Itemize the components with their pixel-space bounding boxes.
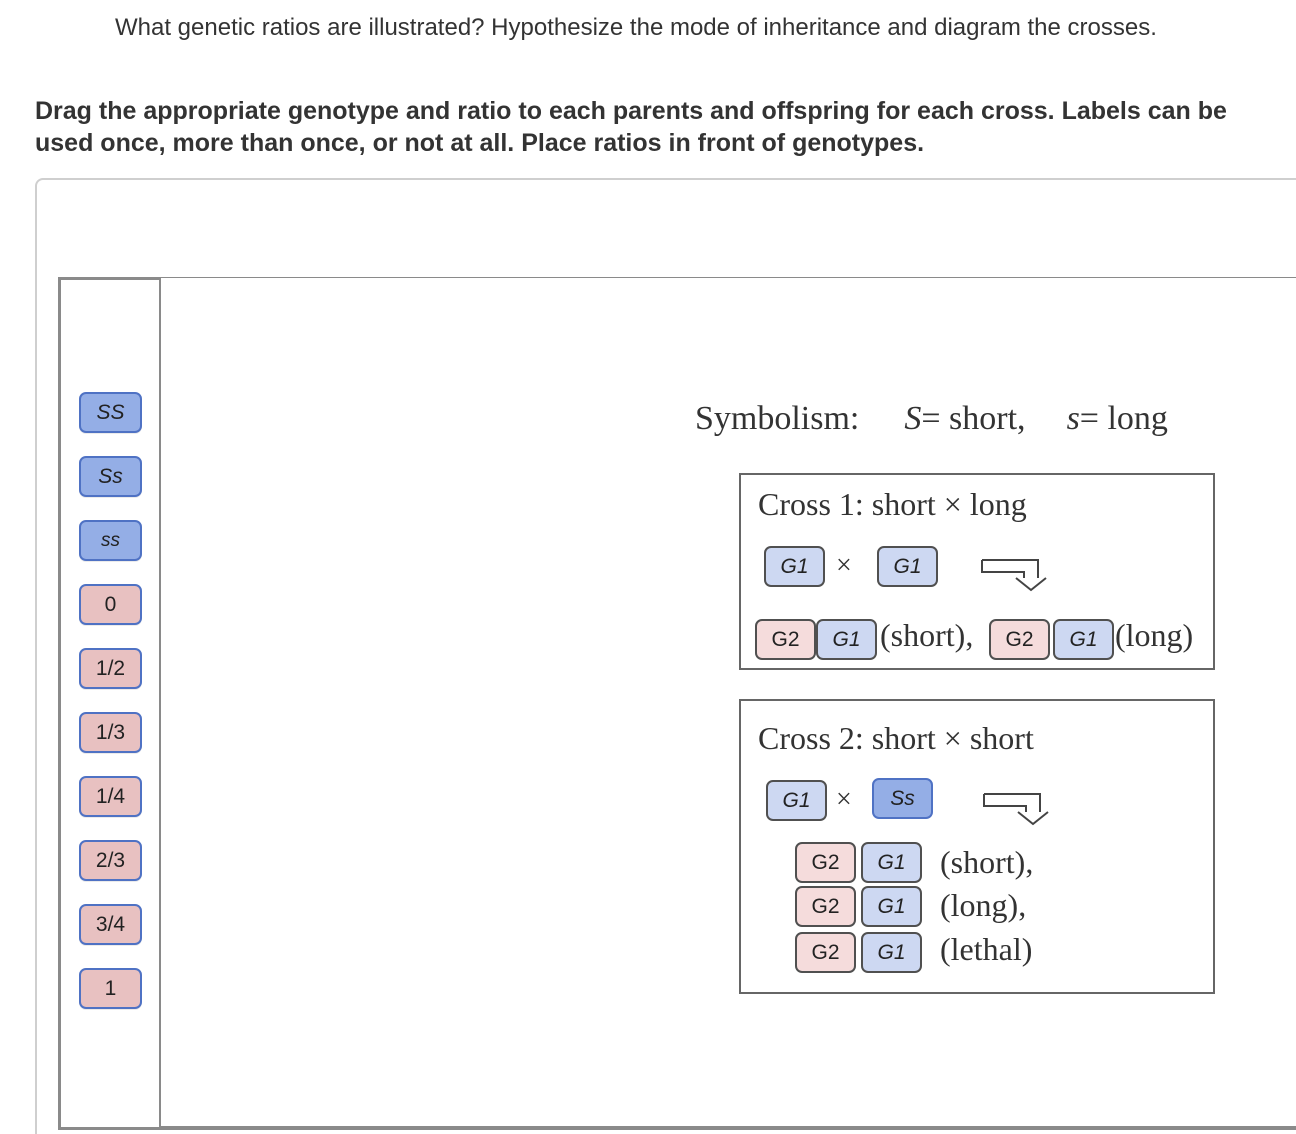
- symbol-S: S: [904, 400, 922, 437]
- cross-2-offspring-3-ratio-target[interactable]: G2: [795, 932, 856, 973]
- instruction-text: Drag the appropriate genotype and ratio to each parents and offspring for each cross. Labels can be used once, more than once, or not at all. Place ratios in front of genotypes.: [35, 97, 1227, 157]
- label-chip-ratio-1-4[interactable]: 1/4: [79, 776, 142, 817]
- cross-2-offspring-1-genotype-target[interactable]: G1: [861, 842, 922, 883]
- label-chip-ratio-1[interactable]: 1: [79, 968, 142, 1009]
- cross-1-parent-1-target[interactable]: G1: [764, 546, 825, 587]
- cross-2-times-sign: ×: [836, 784, 852, 815]
- cross-2-offspring-3-genotype-target[interactable]: G1: [861, 932, 922, 973]
- cross-1-title: Cross 1: short × long: [758, 486, 1027, 522]
- cross-2-parent-2-target[interactable]: Ss: [872, 778, 933, 819]
- cross-2-offspring-1-ratio-target[interactable]: G2: [795, 842, 856, 883]
- cross-1-offspring-1-phenotype: (short),: [880, 617, 974, 653]
- symbolism-label: Symbolism:: [695, 400, 860, 437]
- label-chip-ratio-1-3[interactable]: 1/3: [79, 712, 142, 753]
- label-chip-Ss[interactable]: Ss: [79, 456, 142, 497]
- cross-2-offspring-2-genotype-target[interactable]: G1: [861, 886, 922, 927]
- cross-2-offspring-3-phenotype: (lethal): [940, 931, 1033, 967]
- question-text: What genetic ratios are illustrated? Hypothesize the mode of inheritance and diagram the crosses.: [115, 14, 1157, 41]
- cross-1-offspring-2-ratio-target[interactable]: G2: [989, 619, 1050, 660]
- turn-down-arrow-icon: [980, 556, 1048, 594]
- cross-1-offspring-1-ratio-target[interactable]: G2: [755, 619, 816, 660]
- cross-2-offspring-1-phenotype: (short),: [940, 844, 1034, 880]
- cross-1-offspring-2-phenotype: (long): [1115, 617, 1194, 653]
- cross-1-offspring-2-genotype-target[interactable]: G1: [1053, 619, 1114, 660]
- label-chip-ratio-0[interactable]: 0: [79, 584, 142, 625]
- cross-2-title: Cross 2: short × short: [758, 720, 1034, 756]
- cross-1-offspring-1-genotype-target[interactable]: G1: [816, 619, 877, 660]
- label-chip-SS[interactable]: SS: [79, 392, 142, 433]
- label-chip-ss[interactable]: ss: [79, 520, 142, 561]
- label-chip-ratio-1-2[interactable]: 1/2: [79, 648, 142, 689]
- cross-1-times-sign: ×: [836, 550, 852, 581]
- cross-2-offspring-2-phenotype: (long),: [940, 887, 1027, 923]
- symbol-S-meaning: = short,: [921, 400, 1026, 437]
- symbolism-line: [695, 400, 1168, 438]
- turn-down-arrow-icon: [982, 790, 1050, 828]
- label-chip-ratio-2-3[interactable]: 2/3: [79, 840, 142, 881]
- symbol-s-meaning: = long: [1079, 400, 1168, 437]
- label-chip-ratio-3-4[interactable]: 3/4: [79, 904, 142, 945]
- cross-2-parent-1-target[interactable]: G1: [766, 780, 827, 821]
- cross-2-offspring-2-ratio-target[interactable]: G2: [795, 886, 856, 927]
- cross-1-parent-2-target[interactable]: G1: [877, 546, 938, 587]
- symbol-s: s: [1066, 400, 1080, 437]
